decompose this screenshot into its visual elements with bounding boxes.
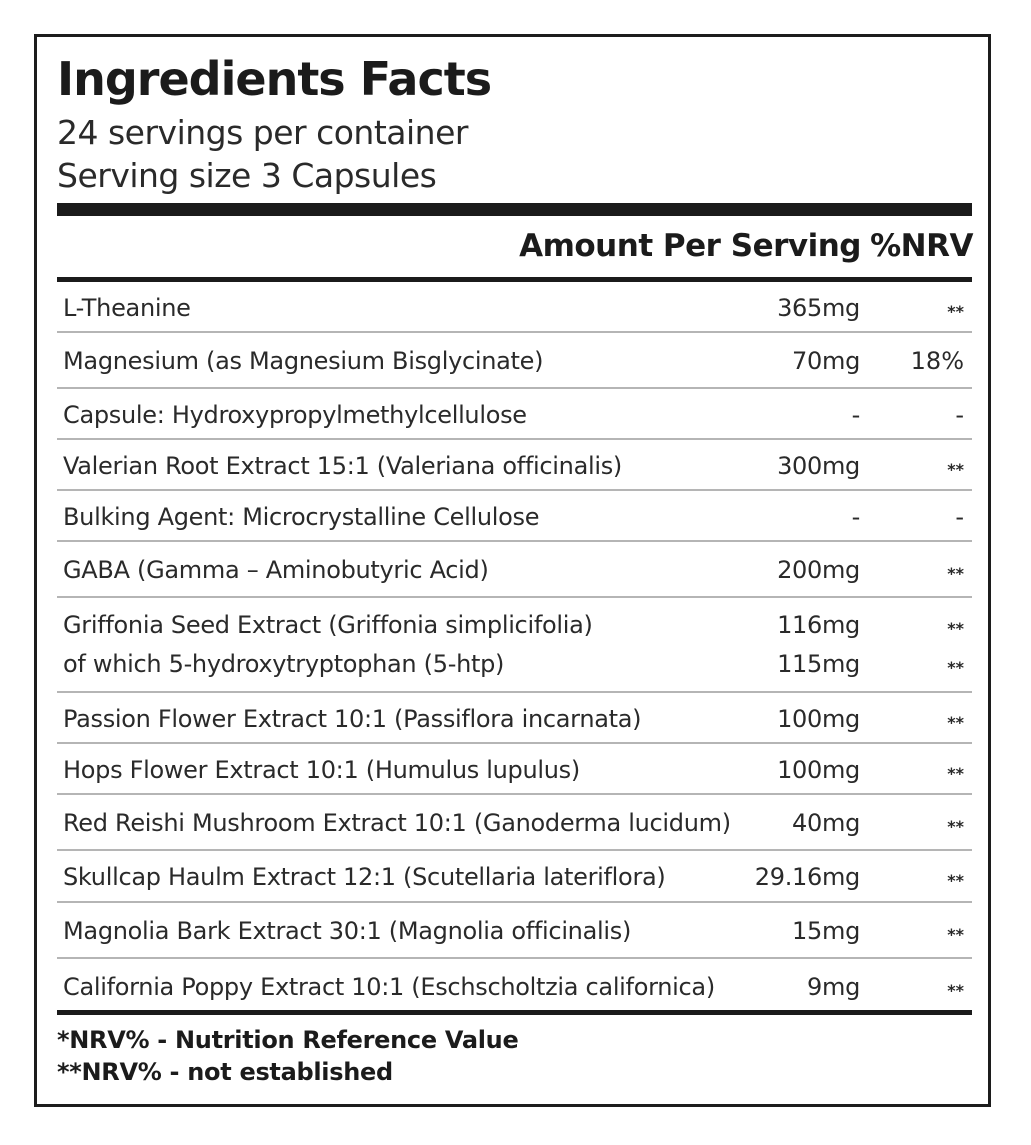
ingredient-amount: 365mg: [777, 294, 860, 322]
ingredient-nrv: **: [947, 564, 964, 583]
header-thick-divider: [57, 203, 972, 216]
ingredient-name: GABA (Gamma – Aminobutyric Acid): [63, 556, 489, 584]
ingredient-name: of which 5-hydroxytryptophan (5-htp): [63, 650, 505, 678]
ingredient-name: Skullcap Haulm Extract 12:1 (Scutellaria lateriflora): [63, 863, 666, 891]
ingredient-nrv: **: [947, 302, 964, 321]
ingredient-amount: 40mg: [792, 809, 860, 837]
ingredient-nrv: **: [947, 713, 964, 732]
serving-size: Serving size 3 Capsules: [57, 156, 437, 195]
ingredient-nrv: **: [947, 619, 964, 638]
ingredient-amount: 100mg: [777, 705, 860, 733]
ingredient-nrv: **: [947, 925, 964, 944]
table-row: [57, 282, 972, 333]
ingredient-amount: -: [851, 401, 860, 429]
ingredient-subline: [57, 646, 972, 682]
ingredient-amount: 115mg: [777, 650, 860, 678]
ingredient-nrv: 18%: [910, 347, 964, 375]
ingredient-name: Magnesium (as Magnesium Bisglycinate): [63, 347, 544, 375]
footnote-nrv-definition: *NRV% - Nutrition Reference Value: [57, 1026, 519, 1054]
ingredient-name: Capsule: Hydroxypropylmethylcellulose: [63, 401, 527, 429]
ingredient-amount: 300mg: [777, 452, 860, 480]
ingredient-name: L-Theanine: [63, 294, 191, 322]
column-header-amount: Amount Per Serving: [519, 228, 861, 264]
ingredient-line: [57, 701, 972, 737]
ingredient-line: [57, 752, 972, 788]
ingredient-line: [57, 448, 972, 484]
label-title: Ingredients Facts: [57, 52, 492, 106]
ingredient-line: [57, 290, 972, 326]
table-row: [57, 959, 972, 1015]
ingredient-line: [57, 499, 972, 535]
ingredient-line: [57, 552, 972, 588]
ingredient-nrv: **: [947, 871, 964, 890]
ingredient-amount: 70mg: [792, 347, 860, 375]
ingredient-amount: 29.16mg: [754, 863, 860, 891]
table-row: [57, 598, 972, 693]
ingredient-nrv: -: [955, 401, 964, 429]
table-row: [57, 851, 972, 903]
table-row: [57, 903, 972, 959]
footnote-not-established: **NRV% - not established: [57, 1058, 393, 1086]
table-row: [57, 333, 972, 389]
servings-per-container: 24 servings per container: [57, 113, 468, 152]
table-row: [57, 693, 972, 744]
table-row: [57, 795, 972, 851]
ingredient-line: [57, 805, 972, 841]
ingredient-name: Valerian Root Extract 15:1 (Valeriana officinalis): [63, 452, 622, 480]
ingredient-line: [57, 343, 972, 379]
ingredient-line: [57, 969, 972, 1005]
ingredient-name: Red Reishi Mushroom Extract 10:1 (Ganoderma lucidum): [63, 809, 731, 837]
ingredient-amount: 15mg: [792, 917, 860, 945]
ingredient-nrv: **: [947, 764, 964, 783]
ingredient-name: Bulking Agent: Microcrystalline Cellulose: [63, 503, 540, 531]
ingredient-name: Hops Flower Extract 10:1 (Humulus lupulus): [63, 756, 580, 784]
ingredient-line: [57, 607, 972, 643]
ingredient-amount: 116mg: [777, 611, 860, 639]
ingredient-name: Magnolia Bark Extract 30:1 (Magnolia officinalis): [63, 917, 632, 945]
ingredient-name: Passion Flower Extract 10:1 (Passiflora incarnata): [63, 705, 642, 733]
ingredient-line: [57, 397, 972, 433]
column-header-nrv: %NRV: [870, 228, 973, 264]
table-row: [57, 542, 972, 598]
ingredient-line: [57, 913, 972, 949]
ingredient-nrv: **: [947, 817, 964, 836]
table-row: [57, 491, 972, 542]
ingredient-amount: 9mg: [807, 973, 860, 1001]
ingredient-nrv: **: [947, 658, 964, 677]
ingredient-amount: 100mg: [777, 756, 860, 784]
ingredient-nrv: **: [947, 460, 964, 479]
ingredients-table: [57, 282, 972, 1015]
ingredient-nrv: -: [955, 503, 964, 531]
ingredient-name: Griffonia Seed Extract (Griffonia simplicifolia): [63, 611, 593, 639]
footer-divider: [57, 1010, 972, 1015]
table-row: [57, 744, 972, 795]
ingredient-nrv: **: [947, 981, 964, 1000]
ingredient-line: [57, 859, 972, 895]
table-row: [57, 440, 972, 491]
ingredient-amount: 200mg: [777, 556, 860, 584]
ingredient-name: California Poppy Extract 10:1 (Eschscholtzia californica): [63, 973, 715, 1001]
ingredient-amount: -: [851, 503, 860, 531]
table-row: [57, 389, 972, 440]
